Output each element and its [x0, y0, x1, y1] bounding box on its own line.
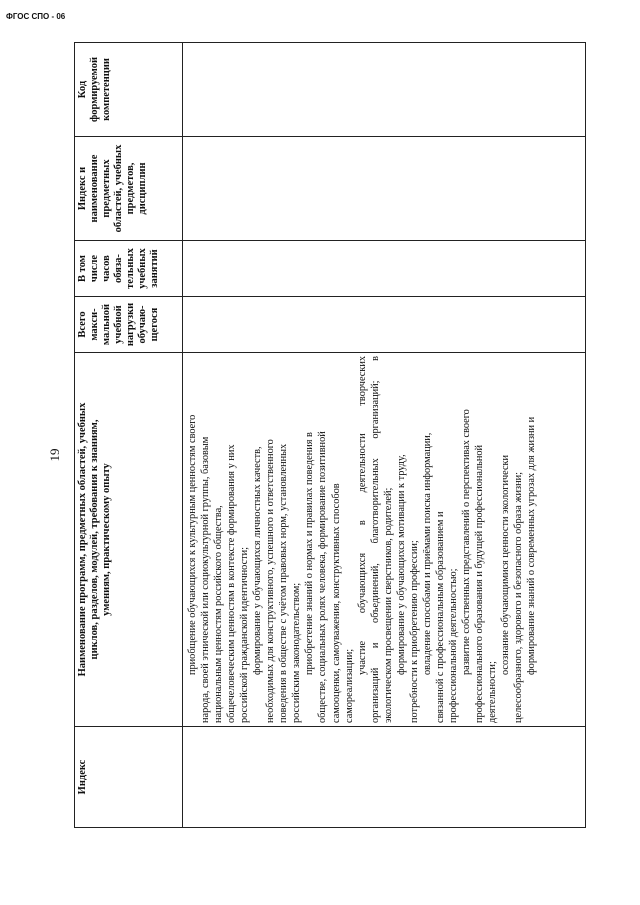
footer-label: ФГОС СПО - 06	[6, 12, 66, 21]
header-line: дисциплин	[137, 162, 148, 215]
header-competence-code	[75, 43, 183, 137]
content-line: формирование у обучающихся мотивации к труду,	[395, 454, 407, 675]
curriculum-table	[74, 42, 586, 828]
header-line: часов	[101, 255, 112, 282]
content-line: российской гражданской идентичности;	[239, 546, 251, 723]
content-line: осознание обучающимися ценности экологически	[500, 454, 512, 675]
page-number: 19	[47, 448, 62, 462]
cell-competence-code	[183, 43, 586, 137]
header-line: обяза-	[113, 254, 124, 283]
content-line: овладение способами и приёмами поиска информации,	[421, 432, 433, 675]
header-line: числе	[89, 254, 100, 283]
header-line: мальной	[101, 303, 112, 346]
header-line: Наименование программ, предметных областей, учебных	[77, 402, 88, 677]
content-line: потребности к приобретению профессии;	[408, 540, 420, 723]
content-line: общечеловеческим ценностям в контексте формирования у них	[226, 444, 238, 723]
content-line: целесообразного, здорового и безопасного образа жизни;	[513, 472, 525, 723]
content-line: поведения в обществе с учётом правовых норм, установленных	[278, 443, 290, 723]
content-line: самооценки, самоуважения, конструктивных способов	[330, 483, 342, 723]
header-subject-index	[75, 137, 183, 241]
header-line: Всего	[77, 311, 88, 338]
header-line: наименование	[89, 154, 100, 223]
header-line: Код	[77, 80, 88, 99]
header-line: областей, учебных	[113, 144, 124, 233]
header-line: щегося	[149, 307, 160, 342]
header-line: тельных	[125, 248, 136, 289]
content-line: формирование знаний о современных угрозах для жизни и	[526, 416, 538, 675]
header-max-load	[75, 297, 183, 353]
header-line: обучаю-	[137, 305, 148, 344]
header-line: учебной	[113, 305, 124, 344]
content-line: обществе, социальных ролях человека, формирование позитивной	[317, 431, 329, 723]
header-line: формируемой	[89, 57, 100, 122]
header-line: учебных	[137, 248, 148, 289]
content-line: приобщение обучающихся к культурным ценностям своего	[187, 414, 198, 675]
content-line: профессионального образования и будущей профессиональной	[474, 444, 486, 723]
header-line: предметных	[101, 159, 112, 218]
content-line: экологическом просвещении сверстников, родителей;	[382, 487, 394, 723]
content-line: профессиональной деятельностью;	[447, 568, 459, 723]
content-line: деятельности;	[487, 661, 499, 723]
content-line: необходимых для конструктивного, успешного и ответственного	[265, 439, 277, 723]
cell-content	[183, 353, 586, 727]
header-row	[75, 43, 183, 828]
content-line: народа, своей этнической или социокультурной группы, базовым	[200, 436, 212, 723]
content-line: приобретение знаний о нормах и правилах поведения в	[304, 432, 316, 675]
content-line: участие обучающихся в деятельности творческих	[356, 356, 368, 675]
content-line: национальным ценностям российского общества,	[213, 505, 225, 723]
cell-index	[183, 727, 586, 828]
header-line: нагрузки	[125, 302, 136, 347]
header-line: умениям, практическому опыту	[101, 463, 112, 616]
content-line: самореализации;	[343, 648, 355, 723]
cell-mandatory-hours	[183, 241, 586, 297]
content-line: связанной с профессиональным образованием и	[434, 511, 446, 723]
header-line: компетенции	[101, 58, 112, 121]
header-mandatory-hours	[75, 241, 183, 297]
content-row	[183, 43, 586, 828]
content-line: формирование у обучающихся личностных качеств,	[252, 446, 264, 675]
cell-subject-index	[183, 137, 586, 241]
header-line: занятий	[149, 249, 160, 288]
header-line: В том	[77, 255, 88, 282]
header-line: Индекс и	[77, 166, 88, 211]
header-index: Индекс	[75, 727, 183, 828]
header-name	[75, 353, 183, 727]
header-line: макси-	[89, 308, 100, 341]
content-line: организаций и объединений, благотворительных организаций; в	[369, 356, 381, 723]
header-line: циклов, разделов, модулей, требования к знаниям,	[89, 419, 100, 660]
header-line: предметов,	[125, 162, 136, 215]
cell-max-load	[183, 297, 586, 353]
content-line: развитие собственных представлений о перспективах своего	[460, 409, 472, 675]
content-line: российским законодательством;	[291, 582, 303, 723]
